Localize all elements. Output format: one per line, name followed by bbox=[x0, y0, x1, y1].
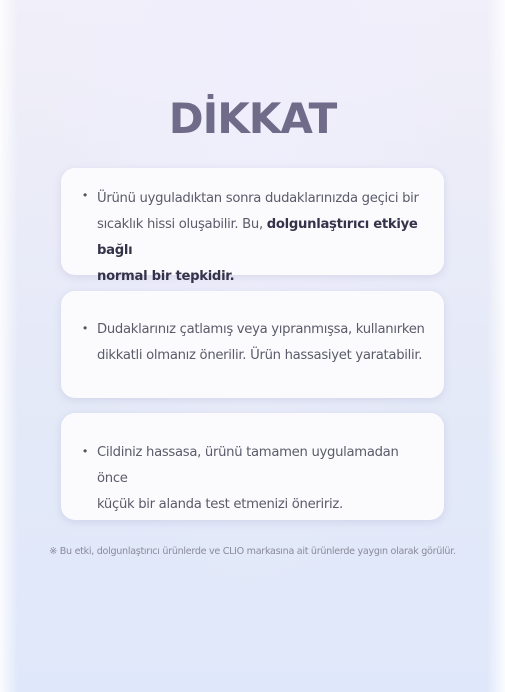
caution-card-cracked-lips bbox=[61, 291, 444, 398]
caution-text-line: Dudaklarınız çatlamış veya yıpranmışsa, kullanırken bbox=[97, 322, 425, 337]
caution-text-line: dikkatli olmanız önerilir. Ürün hassasiyet yaratabilir. bbox=[97, 348, 423, 363]
caution-text bbox=[97, 186, 430, 290]
caution-text-line: Cildiniz hassasa, ürünü tamamen uygulamadan önce bbox=[97, 445, 399, 486]
caution-text-line: küçük bir alanda test etmenizi öneririz. bbox=[97, 497, 343, 512]
caution-card-sensitive-skin bbox=[61, 413, 444, 520]
caution-text-emphasis: dolgunlaştırıcı etkiye bağlı bbox=[97, 217, 418, 258]
caution-text-line bbox=[97, 212, 430, 264]
caution-text bbox=[97, 440, 430, 518]
page-title: DİKKAT bbox=[168, 94, 337, 143]
caution-text-plain: sıcaklık hissi oluşabilir. Bu, bbox=[97, 217, 267, 232]
caution-card-warmth bbox=[61, 168, 444, 284]
caution-text bbox=[97, 317, 430, 369]
caution-text-emphasis: normal bir tepkidir. bbox=[97, 269, 235, 284]
bullet-icon: • bbox=[83, 321, 88, 335]
bullet-icon: • bbox=[83, 444, 88, 458]
footnote: ※ Bu etki, dolgunlaştırıcı ürünlerde ve CLIO markasına ait ürünlerde yaygın olarak görülür. bbox=[49, 546, 456, 557]
caution-text-line: Ürünü uyguladıktan sonra dudaklarınızda geçici bir bbox=[97, 191, 419, 206]
bullet-icon: • bbox=[83, 188, 88, 202]
caution-text-line bbox=[97, 264, 430, 290]
